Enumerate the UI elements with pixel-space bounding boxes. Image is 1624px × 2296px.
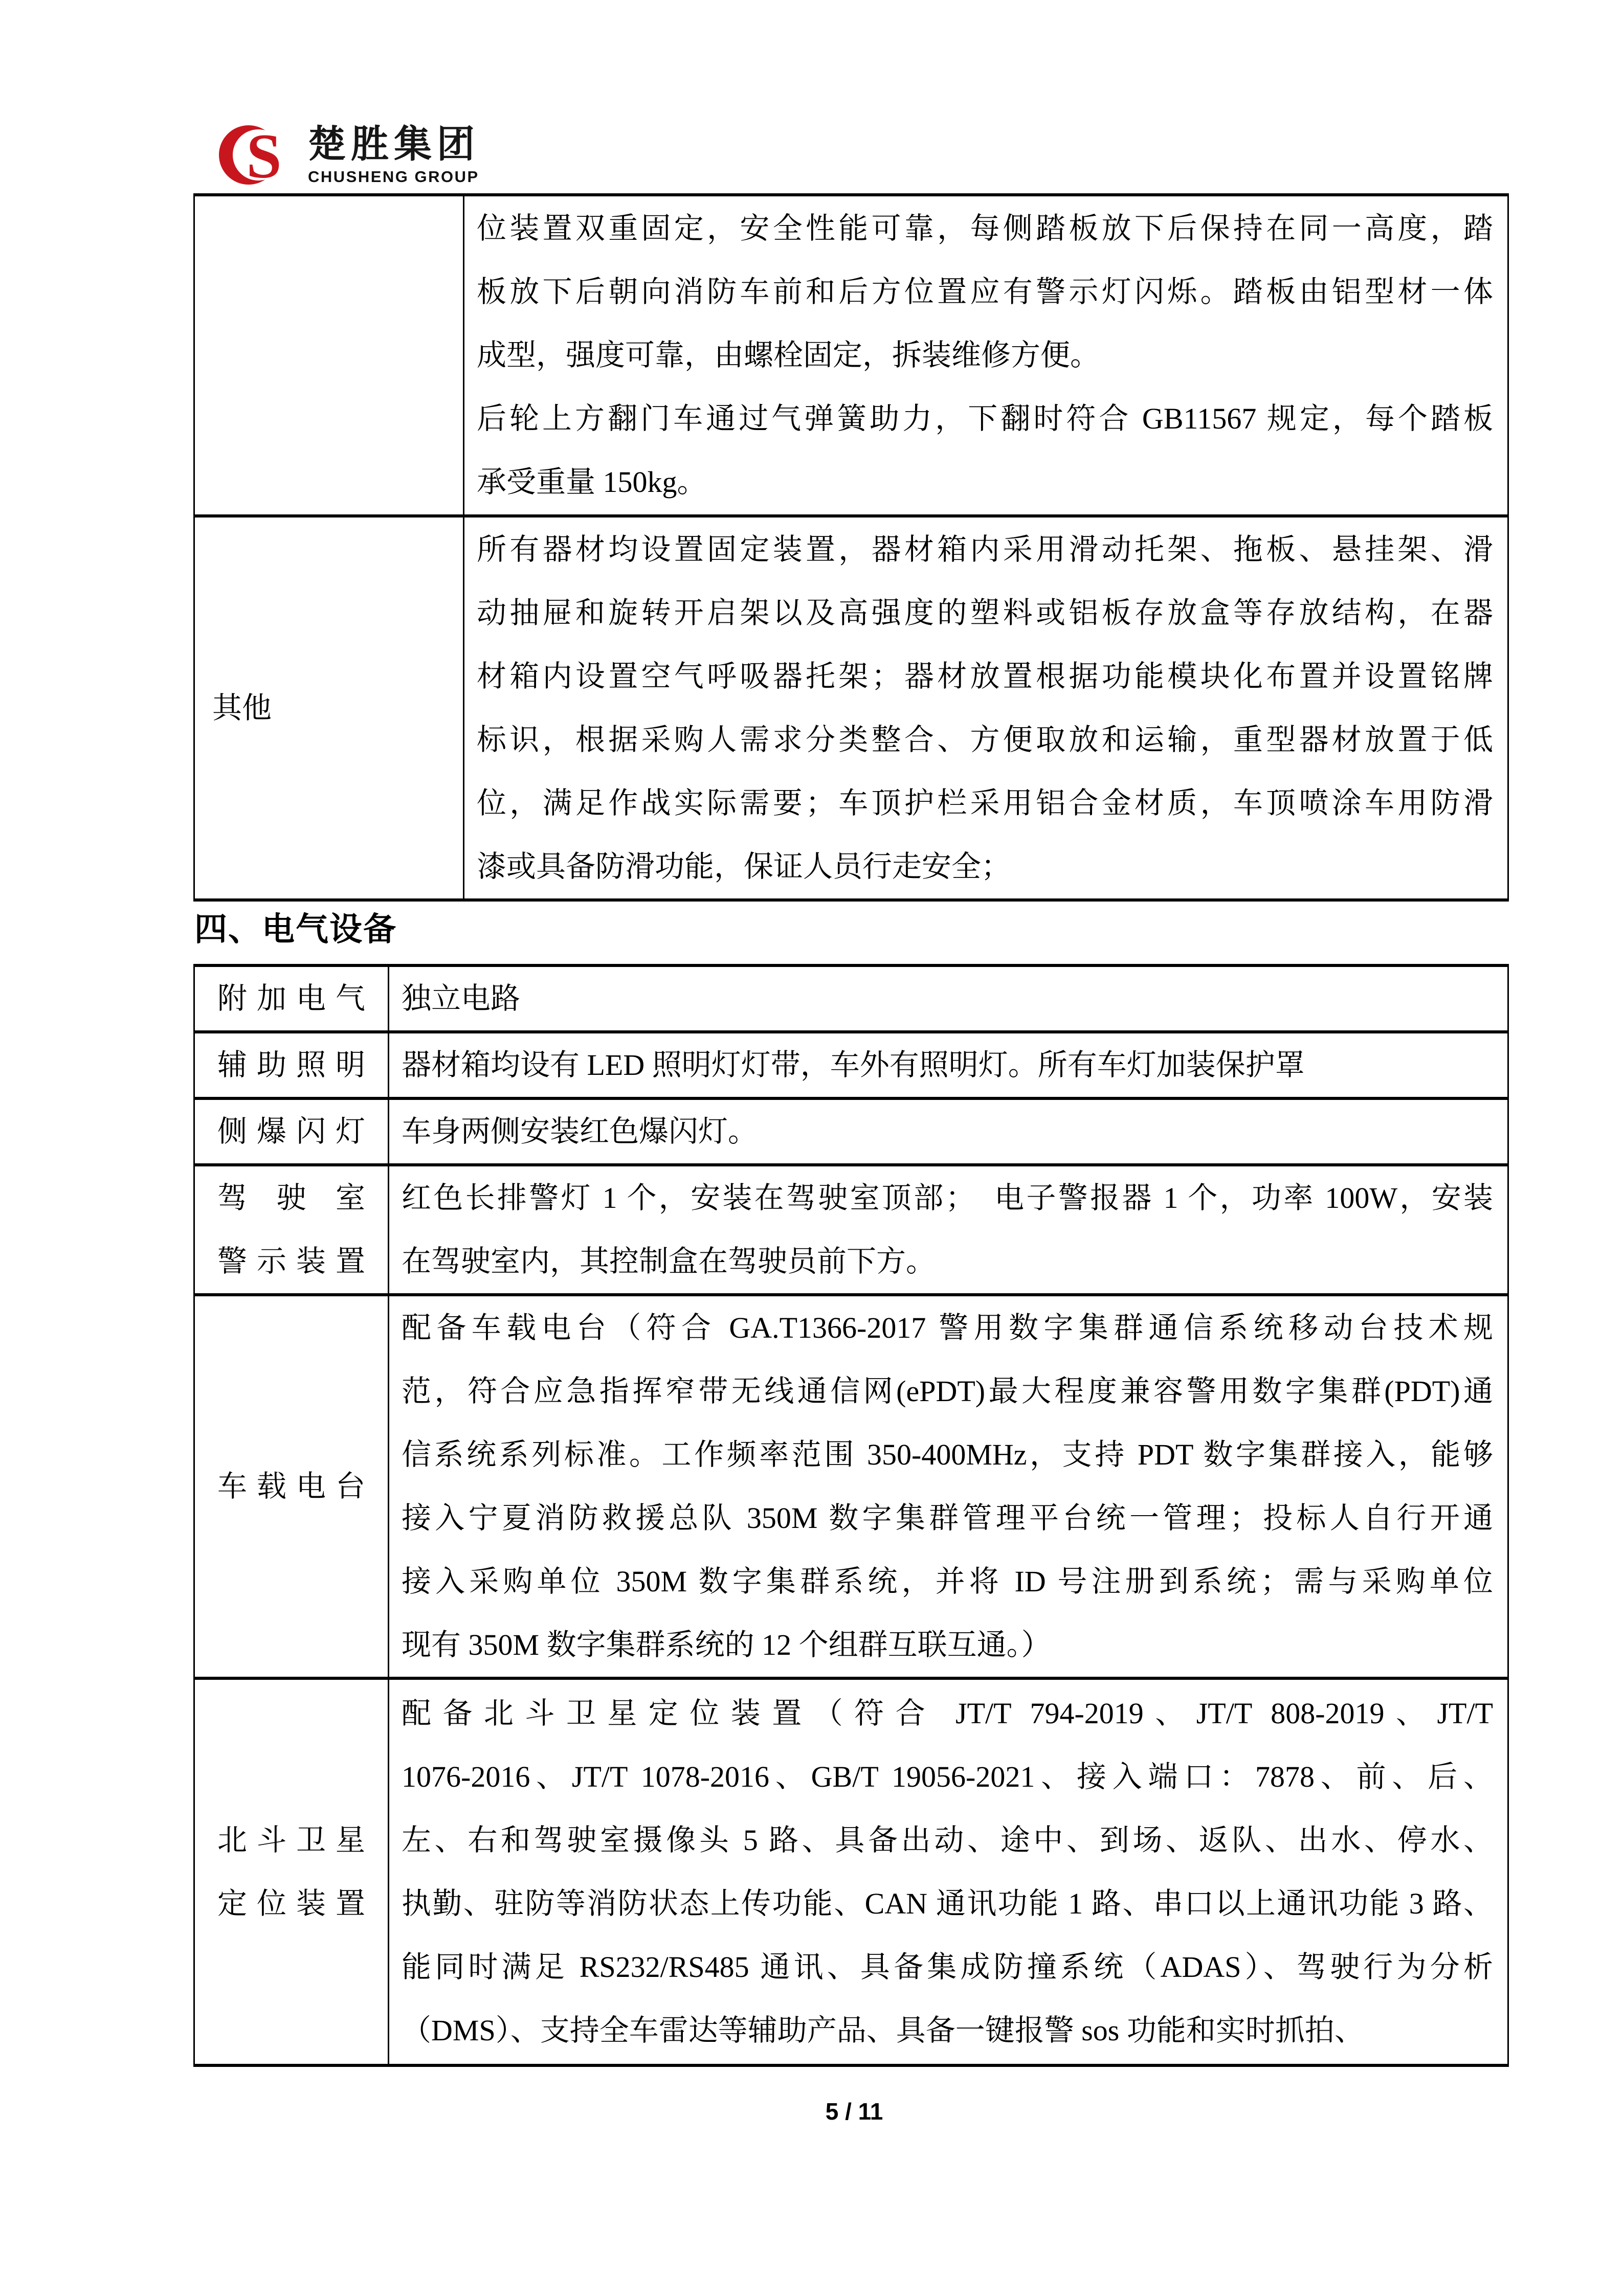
row-content xyxy=(389,1678,1508,2065)
cell-line: 板放下后朝向消防车前和后方位置应有警示灯闪烁。踏板由铝型材一体 xyxy=(477,275,1493,308)
row-content xyxy=(389,1032,1508,1098)
cell-line: 承受重量 150kg。 xyxy=(477,465,707,499)
row-label-aux-lighting: 辅助照明 xyxy=(194,1032,389,1098)
cell-line: 接入宁夏消防救援总队 350M 数字集群管理平台统一管理；投标人自行开通 xyxy=(402,1501,1493,1535)
spec-table-electrical xyxy=(193,964,1509,2067)
table-row xyxy=(194,1032,1508,1098)
cell-line: 成型，强度可靠，由螺栓固定，拆装维修方便。 xyxy=(477,339,1100,372)
cell-line: 独立电路 xyxy=(402,982,521,1015)
section-heading: 四、电气设备 xyxy=(194,911,397,948)
logo-text-block xyxy=(308,123,480,187)
cell-line: 配备车载电台（符合 GA.T1366-2017 警用数字集群通信系统移动台技术规 xyxy=(402,1311,1493,1344)
table-row xyxy=(194,1295,1508,1678)
cell-line: 位装置双重固定，安全性能可靠，每侧踏板放下后保持在同一高度，踏 xyxy=(477,212,1493,245)
row-content xyxy=(389,1165,1508,1295)
table-row xyxy=(194,1678,1508,2065)
row-label-vehicle-radio: 车载电台 xyxy=(194,1295,389,1678)
row-label-additional-electric: 附加电气 xyxy=(194,965,389,1032)
row-content xyxy=(389,965,1508,1032)
cell-line: 1076-2016、JT/T 1078-2016、GB/T 19056-2021、接入端口：7878、前、后、 xyxy=(402,1760,1493,1793)
row-label-other: 其他 xyxy=(194,516,464,900)
cell-line: 器材箱均设有 LED 照明灯灯带，车外有照明灯。所有车灯加装保护罩 xyxy=(402,1048,1305,1082)
row-content xyxy=(389,1295,1508,1678)
row-label-cab-warning: 驾驶室 警示装置 xyxy=(194,1165,389,1295)
cell-line: 红色长排警灯 1 个，安装在驾驶室顶部； 电子警报器 1 个，功率 100W，安装 xyxy=(402,1181,1493,1214)
row-label-beidou-positioning: 北斗卫星 定位装置 xyxy=(194,1678,389,2065)
cell-line: 所有器材均设置固定装置，器材箱内采用滑动托架、拖板、悬挂架、滑 xyxy=(477,532,1493,566)
cell-line: 左、右和驾驶室摄像头 5 路、具备出动、途中、到场、返队、出水、停水、 xyxy=(402,1823,1493,1857)
cell-line: 车身两侧安装红色爆闪灯。 xyxy=(402,1115,758,1148)
cell-line: 标识，根据采购人需求分类整合、方便取放和运输，重型器材放置于低 xyxy=(477,723,1493,756)
svg-text:S: S xyxy=(246,121,282,191)
cell-line: 材箱内设置空气呼吸器托架；器材放置根据功能模块化布置并设置铭牌 xyxy=(477,659,1493,693)
row-label-empty xyxy=(194,195,464,516)
cell-line: 位，满足作战实际需要；车顶护栏采用铝合金材质，车顶喷涂车用防滑 xyxy=(477,786,1493,820)
row-content xyxy=(464,516,1508,900)
cell-line: 在驾驶室内，其控制盒在驾驶员前下方。 xyxy=(402,1245,936,1278)
cell-line: 执勤、驻防等消防状态上传功能、CAN 通讯功能 1 路、串口以上通讯功能 3 路、 xyxy=(402,1886,1493,1920)
cell-line: 范，符合应急指挥窄带无线通信网(ePDT)最大程度兼容警用数字集群(PDT)通 xyxy=(402,1375,1493,1408)
cell-line: 能同时满足 RS232/RS485 通讯、具备集成防撞系统（ADAS）、驾驶行为分析 xyxy=(402,1950,1493,1984)
row-label-side-strobe: 侧爆闪灯 xyxy=(194,1098,389,1165)
cell-line: 接入采购单位 350M 数字集群系统，并将 ID 号注册到系统；需与采购单位 xyxy=(402,1565,1493,1598)
table-row xyxy=(194,965,1508,1032)
cell-line: 配备北斗卫星定位装置（符合 JT/T 794-2019、JT/T 808-2019、JT/T xyxy=(402,1696,1493,1730)
logo-company-name-cn: 楚胜集团 xyxy=(308,124,480,166)
company-logo xyxy=(219,117,480,193)
table-row xyxy=(194,195,1508,516)
page-number: 5 / 11 xyxy=(825,2098,883,2125)
cell-line: 信系统系列标准。工作频率范围 350-400MHz，支持 PDT 数字集群接入，能够 xyxy=(402,1438,1493,1471)
row-content xyxy=(389,1098,1508,1165)
cell-line: 后轮上方翻门车通过气弹簧助力，下翻时符合 GB11567 规定，每个踏板 xyxy=(477,402,1493,435)
table-row xyxy=(194,516,1508,900)
logo-company-name-en: CHUSHENG GROUP xyxy=(308,168,479,186)
table-row xyxy=(194,1165,1508,1295)
row-content xyxy=(464,195,1508,516)
cell-line: 现有 350M 数字集群系统的 12 个组群互联互通。） xyxy=(402,1628,1051,1661)
cell-line: 动抽屉和旋转开启架以及高强度的塑料或铝板存放盒等存放结构，在器 xyxy=(477,596,1493,629)
table-row xyxy=(194,1098,1508,1165)
cell-line: 漆或具备防滑功能，保证人员行走安全； xyxy=(477,849,1011,883)
spec-table-body-equipment xyxy=(193,193,1509,902)
cell-line: （DMS）、支持全车雷达等辅助产品、具备一键报警 sos 功能和实时抓拍、 xyxy=(402,2013,1364,2047)
logo-emblem-icon xyxy=(219,117,292,193)
